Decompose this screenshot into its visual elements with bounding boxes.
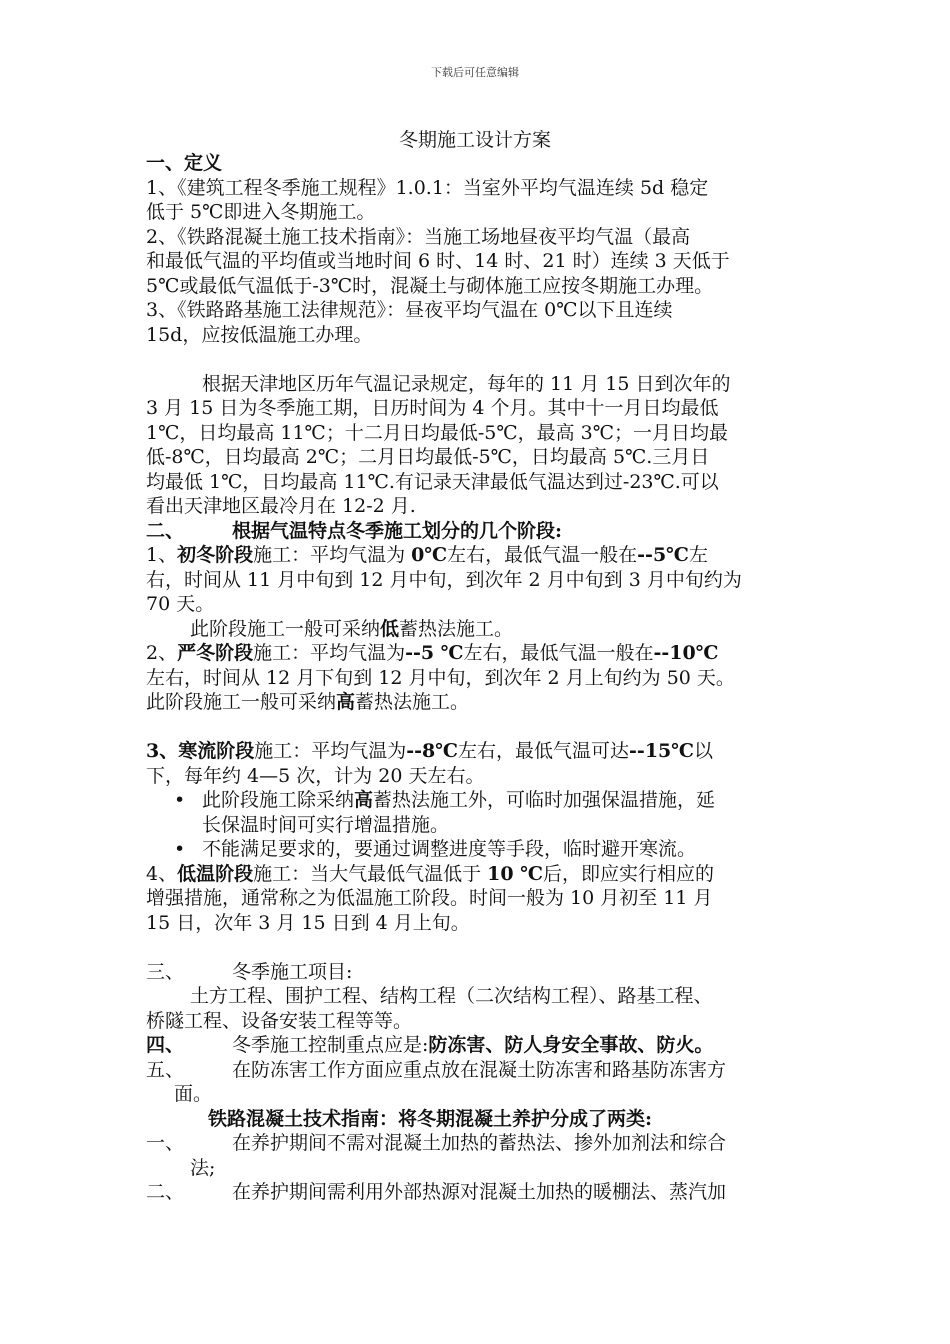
stage-name: 初冬阶段 [177, 544, 254, 566]
paragraph-line: 2、《铁路混凝土施工技术指南》：当施工场地昼夜平均气温（最高 [146, 225, 691, 248]
section-title: 冬季施工项目: [232, 960, 353, 983]
list-item [146, 837, 816, 862]
text-span: 后，即应实行相应的 [542, 862, 714, 885]
stage-line [146, 862, 816, 887]
bullet-list [146, 788, 816, 862]
temperature-value: --8℃ [406, 740, 459, 762]
list-item [146, 1180, 816, 1205]
list-item [146, 1131, 816, 1156]
paragraph-line: 左右，时间从 12 月下旬到 12 月中旬，到次年 2 月上旬约为 50 天。 [146, 666, 735, 689]
paragraph-line: 土方工程、围护工程、结构工程（二次结构工程）、路基工程、 [190, 985, 713, 1007]
paragraph-line: 70 天。 [146, 593, 215, 615]
text-span: 施工：平均气温为 [253, 642, 406, 664]
emphasis: 防冻害、防人身安全事故、防火。 [428, 1034, 714, 1056]
text-span: 左右，最低气温可达 [458, 740, 630, 762]
paragraph-line: 下，每年约 4—5 次，计为 20 天左右。 [146, 764, 485, 787]
emphasis: 高 [336, 691, 356, 713]
paragraph-line: 桥隧工程、设备安装工程等等。 [146, 1009, 413, 1032]
paragraph-line: 15d，应按低温施工办理。 [146, 323, 373, 346]
text-span: 长保温时间可实行增温措施。 [202, 813, 450, 836]
section-title: 冬季施工控制重点应是: [232, 1034, 429, 1056]
stage-number: 2、 [146, 642, 178, 664]
stage-line [146, 641, 816, 666]
stage-line [146, 543, 816, 568]
paragraph-line: 看出天津地区最冷月在 12-2 月. [146, 495, 416, 517]
paragraph-line: 1、《建筑工程冬季施工规程》1.0.1：当室外平均气温连续 5d 稳定 [146, 176, 709, 199]
paragraph-line: 面。 [174, 1083, 213, 1105]
document-body [146, 151, 816, 1205]
section-number: 一、 [146, 1132, 185, 1154]
stage-name: 严冬阶段 [177, 642, 254, 664]
temperature-value: 0℃ [411, 544, 448, 566]
paragraph-line: 增强措施，通常称之为低温施工阶段。时间一般为 10 月初至 11 月 [146, 887, 713, 909]
paragraph-line: 法; [190, 1156, 216, 1179]
text-span: 在养护期间需利用外部热源对混凝土加热的暖棚法、蒸汽加 [232, 1181, 727, 1203]
list-item [146, 788, 816, 837]
stage-note [146, 690, 816, 715]
text-span: 蓄热法施工外，可临时加强保温措施，延 [373, 789, 716, 811]
text-span: 左右，最低气温一般在 [447, 544, 638, 566]
stage-note [146, 617, 816, 642]
text-span: 左 [688, 544, 708, 566]
text-span: 左右，最低气温一般在 [463, 642, 654, 664]
section-number: 五、 [146, 1058, 185, 1081]
text-span: 以 [694, 740, 714, 762]
paragraph-line: 右，时间从 11 月中旬到 12 月中旬，到次年 2 月中旬到 3 月中旬约为 [146, 568, 742, 591]
temperature-value: --5 ℃ [405, 642, 464, 664]
temperature-value: --5℃ [637, 544, 689, 566]
section-heading [146, 519, 816, 544]
section-number: 四、 [146, 1034, 185, 1056]
stage-line [146, 739, 816, 764]
stage-number: 1、 [146, 544, 178, 566]
paragraph-line: 3 月 15 日为冬季施工期，日历时间为 4 个月。其中十一月日均最低 [146, 397, 719, 419]
stage-number: 4、 [146, 862, 178, 885]
temperature-value: 10 ℃ [487, 862, 543, 885]
section-title: 根据气温特点冬季施工划分的几个阶段: [232, 519, 563, 542]
text-span: 施工：平均气温为 [253, 544, 412, 566]
text-span: 施工：当大气最低气温低于 [253, 862, 488, 885]
section-number: 三、 [146, 960, 185, 983]
page-header: 下载后可任意编辑 [431, 66, 519, 79]
text-span: 不能满足要求的，要通过调整进度等手段，临时避开寒流。 [202, 838, 697, 860]
paragraph-line: 低-8℃，日均最高 2℃；二月日均最低-5℃，日均最高 5℃.三月日 [146, 446, 710, 468]
paragraph-line: 15 日，次年 3 月 15 日到 4 月上旬。 [146, 911, 470, 934]
paragraph-line: 5℃或最低气温低于-3℃时，混凝土与砌体施工应按冬期施工办理。 [146, 274, 714, 297]
paragraph-line: 低于 5℃即进入冬期施工。 [146, 201, 376, 223]
section-heading [146, 960, 816, 985]
emphasis: 高 [354, 789, 374, 811]
text-span: 施工：平均气温为 [254, 740, 407, 762]
text-span: 此阶段施工除采纳 [202, 789, 355, 811]
stage-name: 低温阶段 [177, 862, 254, 885]
emphasis: 低 [380, 617, 400, 640]
section-number: 二、 [146, 1181, 185, 1203]
paragraph-line: 1℃，日均最高 11℃；十二月日均最低-5℃，最高 3℃；一月日均最 [146, 421, 728, 444]
section-number: 二、 [146, 519, 185, 542]
section-heading: 一、定义 [146, 152, 223, 174]
section-heading [146, 1058, 816, 1083]
paragraph-line: 3、《铁路路基施工法律规范》：昼夜平均气温在 0℃以下且连续 [146, 299, 673, 321]
text-span: 蓄热法施工。 [399, 617, 514, 640]
temperature-value: --10℃ [653, 642, 719, 664]
bullet-icon: • [174, 789, 186, 811]
bullet-icon: • [174, 838, 186, 860]
text-span: 此阶段施工一般可采纳 [190, 617, 381, 640]
text-span: 在防冻害工作方面应重点放在混凝土防冻害和路基防冻害方 [232, 1058, 727, 1081]
text-span: 此阶段施工一般可采纳 [146, 691, 337, 713]
paragraph-line: 和最低气温的平均值或当地时间 6 时、14 时、21 时）连续 3 天低于 [146, 250, 730, 272]
stage-name: 寒流阶段 [178, 740, 255, 762]
text-span: 蓄热法施工。 [355, 691, 470, 713]
temperature-value: --15℃ [629, 740, 695, 762]
stage-number: 3、 [146, 740, 179, 762]
subsection-heading: 铁路混凝土技术指南：将冬期混凝土养护分成了两类: [208, 1107, 653, 1130]
paragraph-line: 根据天津地区历年气温记录规定，每年的 11 月 15 日到次年的 [202, 372, 731, 395]
paragraph-line: 均最低 1℃，日均最高 11℃.有记录天津最低气温达到过-23℃.可以 [146, 470, 719, 493]
text-span: 在养护期间不需对混凝土加热的蓄热法、掺外加剂法和综合 [232, 1132, 727, 1154]
document-title: 冬期施工设计方案 [398, 129, 551, 151]
section-heading [146, 1033, 816, 1058]
